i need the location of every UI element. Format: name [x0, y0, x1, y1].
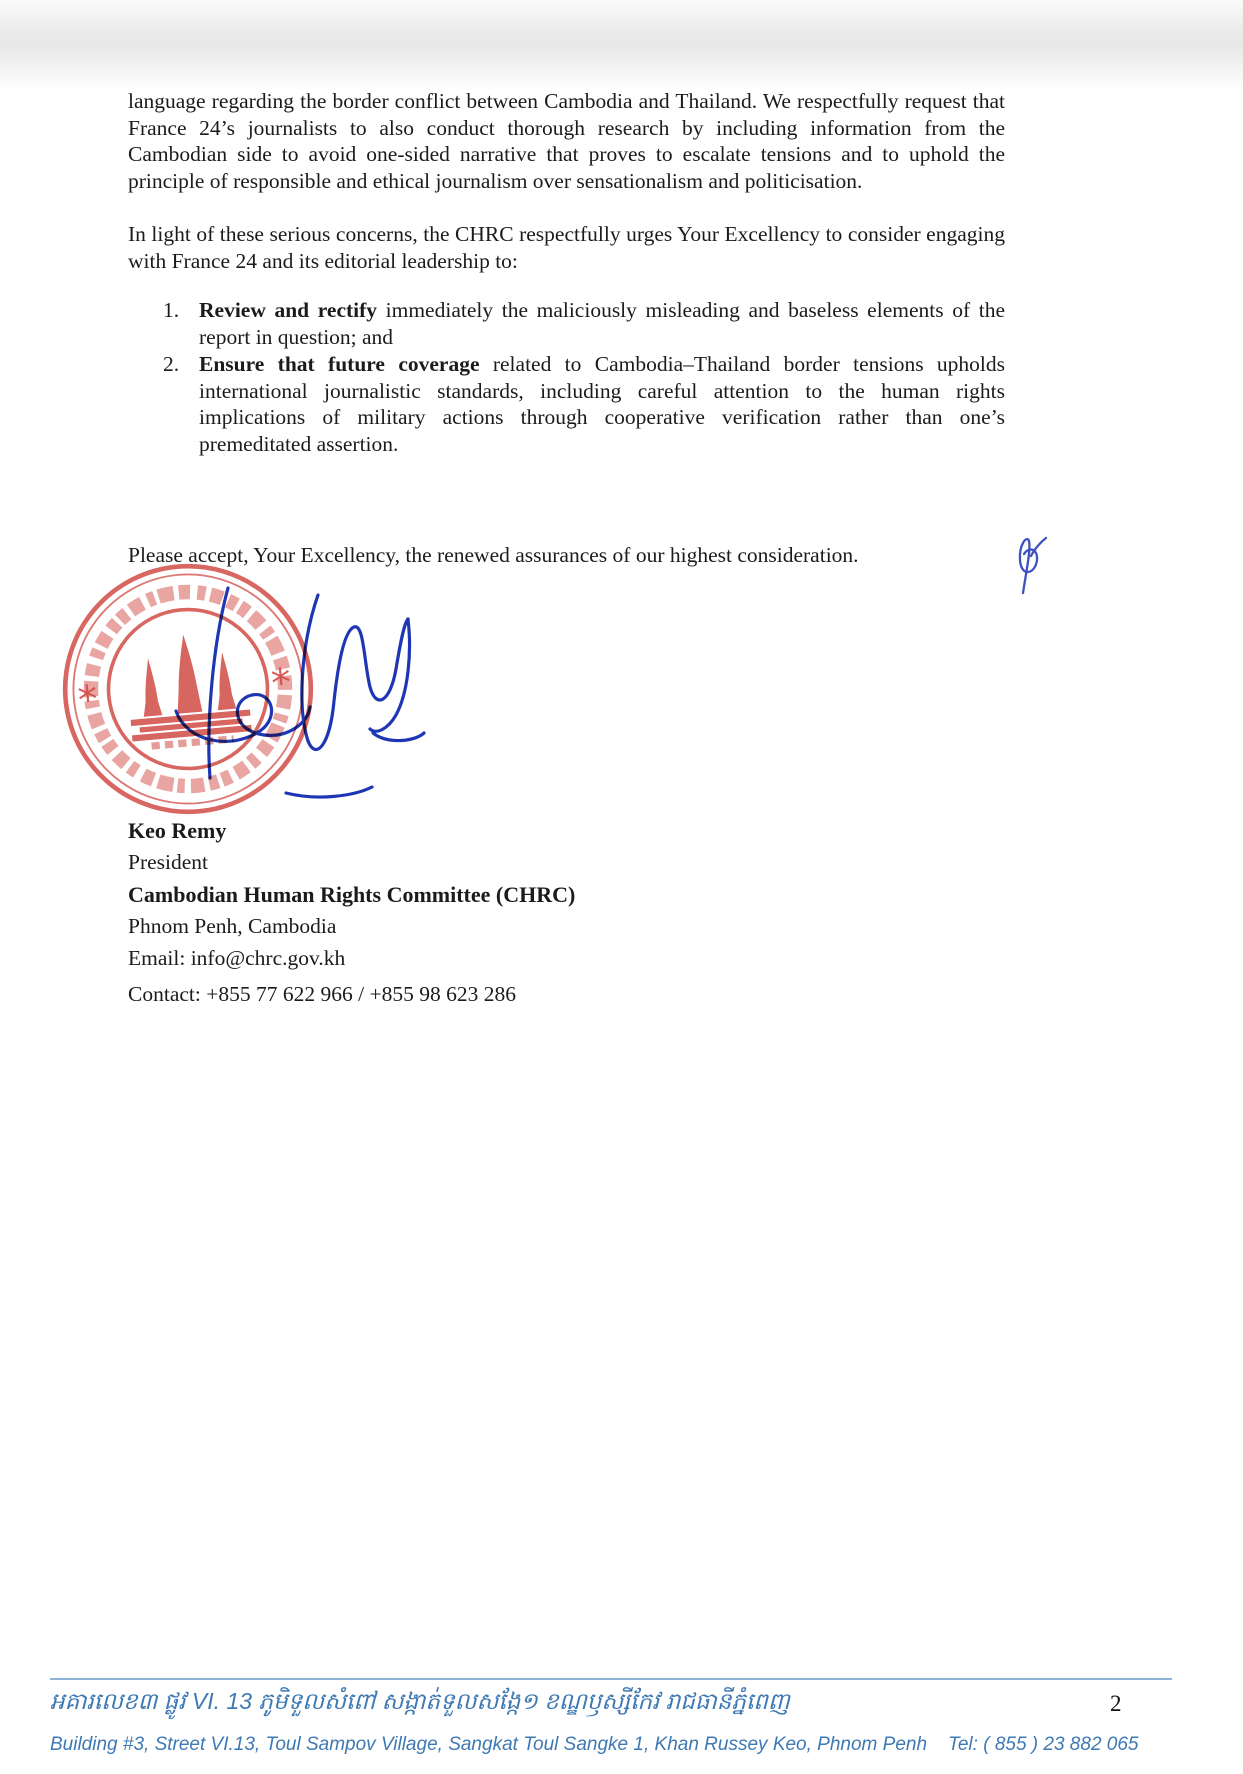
list-item-2-text: related to Cambodia–Thailand border tensions upholds international journalistic standards, including careful attention to the human rights implications of military actions through cooperative verification rather than one’s premeditated assertion.	[199, 352, 1006, 456]
footer-address-english: Building #3, Street VI.13, Toul Sampov Village, Sangkat Toul Sangke 1, Khan Russey Keo, Phnom Penh	[50, 1734, 928, 1755]
signatory-contact: Contact: +855 77 622 966 / +855 98 623 286	[128, 982, 516, 1006]
signatory-title: President	[128, 850, 209, 874]
page-number: 2	[1110, 1691, 1122, 1716]
signatory-organization: Cambodian Human Rights Committee (CHRC)	[128, 882, 576, 907]
footer-telephone: Tel: ( 855 ) 23 882 065	[948, 1734, 1139, 1755]
signatory-location: Phnom Penh, Cambodia	[128, 914, 337, 938]
list-number-1: 1.	[163, 298, 180, 322]
footer-address-khmer: អគារលេខ៣ ផ្លូវ VI. 13 ភូមិទួលសំពៅ សង្កាត់ទួលសង្កែ១ ខណ្ឌឫស្សីកែវ រាជធានីភ្នំពេញ	[50, 1688, 790, 1714]
list-item-1-text: immediately the maliciously misleading and baseless elements of the report in question; and	[199, 298, 1005, 349]
list-item-1-bold: Review and rectify	[199, 298, 378, 322]
scan-shadow	[0, 0, 1243, 96]
list-number-2: 2.	[163, 352, 180, 376]
list-item-2-bold: Ensure that future coverage	[199, 352, 480, 376]
paragraph-2: In light of these serious concerns, the CHRC respectfully urges Your Excellency to consider engaging with France 24 and its editorial leadership to:	[128, 222, 1005, 273]
paragraph-1: language regarding the border conflict between Cambodia and Thailand. We respectfully request that France 24’s journalists to also conduct thorough research by including information from the Cambodian side to avoid one-sided narrative that proves to escalate tensions and to uphold the principle of responsible and ethical journalism over sensationalism and politicisation.	[128, 89, 1005, 193]
stamp-left-star: *	[76, 677, 100, 725]
signature-ink	[168, 583, 430, 815]
list-item-1	[163, 297, 1005, 350]
stamp-right-star: *	[269, 660, 294, 708]
closing-line: Please accept, Your Excellency, the renewed assurances of our highest consideration.	[128, 543, 859, 567]
initials-ink-mark	[1004, 535, 1048, 599]
footer-divider	[50, 1678, 1172, 1680]
list-item-2	[163, 351, 1006, 457]
signatory-email: Email: info@chrc.gov.kh	[128, 946, 346, 970]
signatory-name: Keo Remy	[128, 818, 227, 843]
